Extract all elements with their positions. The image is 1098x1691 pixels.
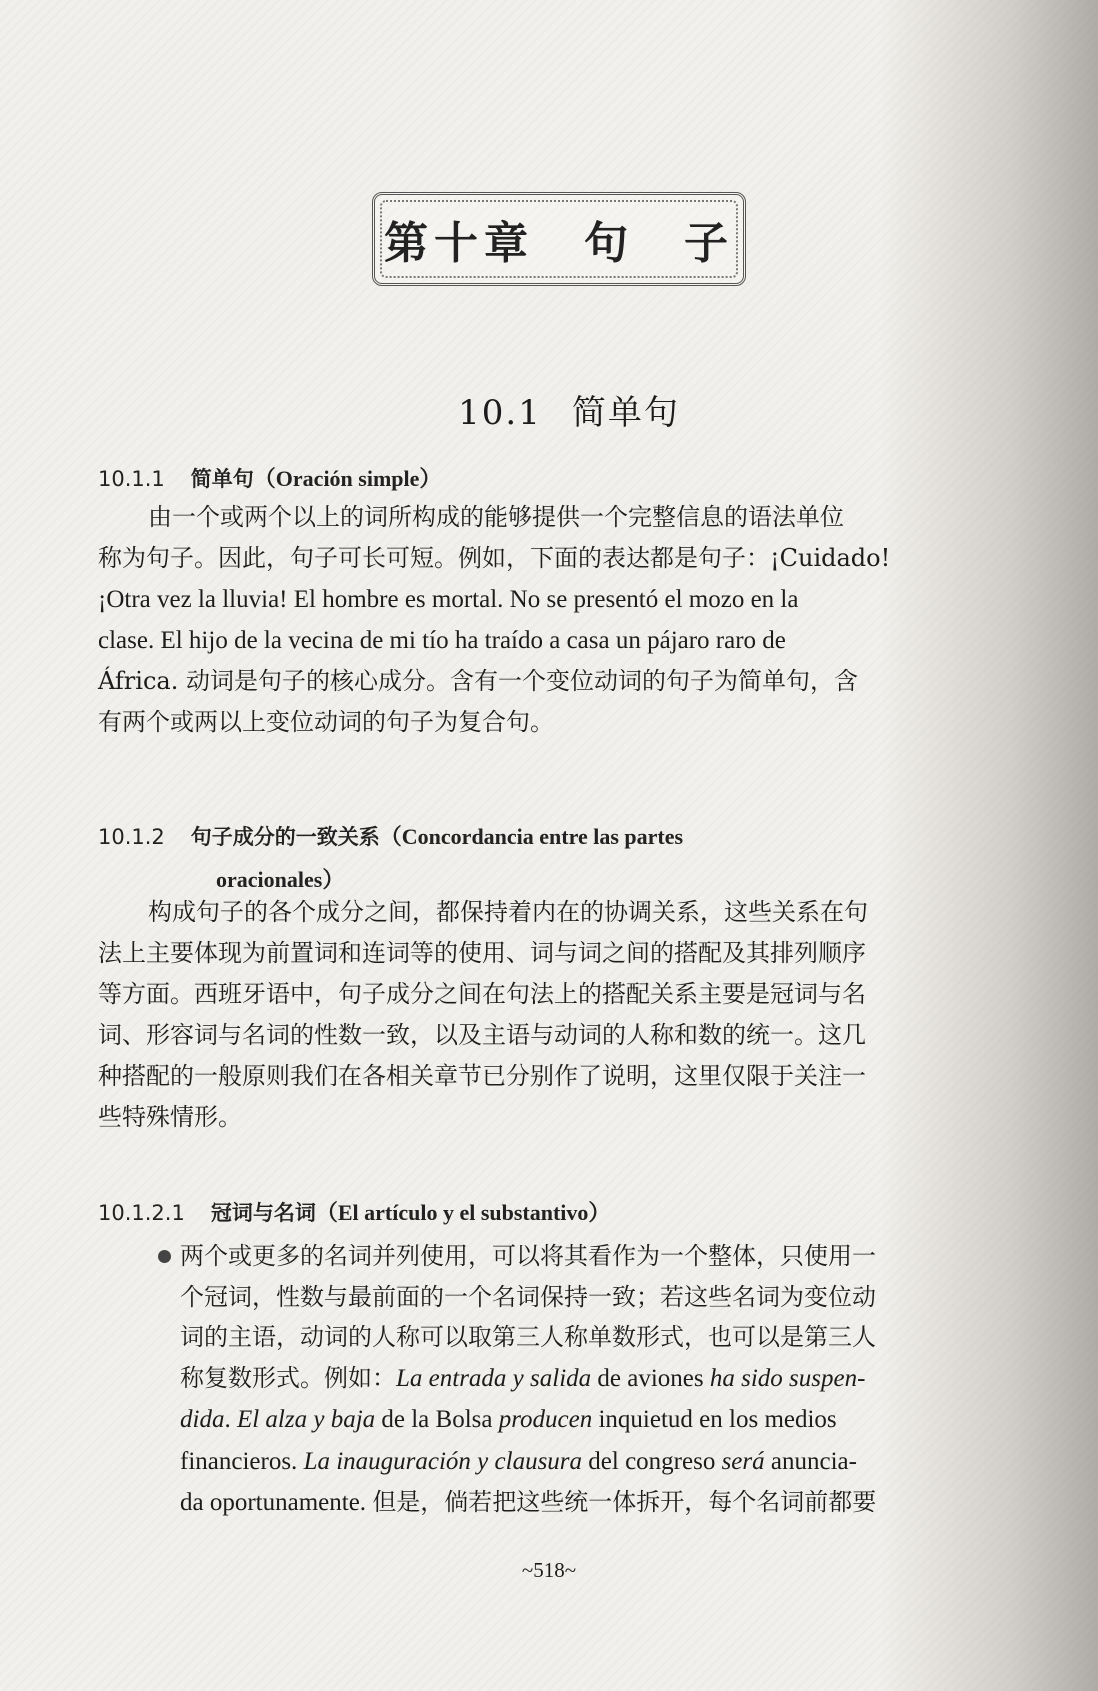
paragraph-line: ¡Otra vez la lluvia! El hombre es mortal. No se presentó el mozo en la [98,586,799,613]
paragraph-line: 法上主要体现为前置词和连词等的使用、词与词之间的搭配及其排列顺序 [98,939,866,967]
bullet-icon [158,1250,171,1263]
text-zh: 称复数形式。例如： [180,1363,396,1392]
example-italic: producen [498,1406,593,1433]
paragraph-line: 由一个或两个以上的词所构成的能够提供一个完整信息的语法单位 [148,503,844,531]
subsection-title-es: （Oración simple） [253,466,442,491]
example-text: del congreso [582,1447,722,1475]
paragraph-line: clase. El hijo de la vecina de mi tío ha traído a casa un pájaro raro de [98,627,786,654]
subsection-title-es: （Concordancia entre las partes [379,824,684,849]
subsection-title-zh: 简单句 [190,467,254,491]
subsection-heading-10-1-2 [98,820,683,894]
chapter-title: 第十章 句 子 [384,218,734,269]
paragraph-line: 词的主语，动词的人称可以取第三人称单数形式，也可以是第三人 [180,1323,876,1351]
example-text: da oportunamente. [180,1489,373,1516]
example-text: inquietud en los medios [592,1406,837,1433]
example-text: de aviones [591,1364,710,1392]
subsection-number: 10.1.2.1 [98,1201,185,1225]
paragraph-line: 种搭配的一般原则我们在各相关章节已分别作了说明，这里仅限于关注一 [98,1062,866,1090]
paragraph-line: África. 动词是句子的核心成分。含有一个变位动词的句子为简单句，含 [98,667,858,695]
page-number: ~518~ [521,1558,577,1582]
paragraph-line: 称为句子。因此，句子可长可短。例如，下面的表达都是句子：¡Cuidado! [98,544,891,572]
paragraph-line: 词、形容词与名词的性数一致，以及主语与动词的人称和数的统一。这几 [98,1021,866,1049]
example-italic: La entrada y salida [396,1364,592,1392]
subsection-title-es-continued: oracionales） [216,867,345,892]
paragraph-10-1-1 [98,497,1028,743]
paragraph-line: 些特殊情形。 [98,1103,242,1131]
subsection-number: 10.1.2 [98,825,165,849]
subsection-number: 10.1.1 [98,467,165,491]
subsection-title-zh: 句子成分的一致关系 [190,825,380,849]
paragraph-line: 构成句子的各个成分之间，都保持着内在的协调关系，这些关系在句 [148,898,868,926]
example-text: . [224,1406,237,1433]
paragraph-line: 两个或更多的名词并列使用，可以将其看作为一个整体，只使用一 [180,1242,876,1270]
subsection-title-es: （El artículo y el substantivo） [315,1200,611,1225]
example-italic: El alza y baja [236,1406,376,1433]
example-italic: La inauguración y clausura [303,1447,583,1475]
example-text: de la Bolsa [375,1406,499,1433]
paragraph-line [180,1441,1030,1483]
bullet-paragraph [180,1236,1030,1524]
example-text: financieros. [180,1447,304,1475]
example-italic: dida [180,1406,225,1433]
paragraph-line: 等方面。西班牙语中，句子成分之间在句法上的搭配关系主要是冠词与名 [98,980,866,1008]
paragraph-line [180,1482,1030,1524]
subsection-heading-10-1-1 [98,462,441,493]
subsection-heading-10-1-2-1 [98,1196,610,1227]
paragraph-line: 个冠词，性数与最前面的一个名词保持一致；若这些名词为变位动 [180,1282,876,1311]
section-number: 10.1 [458,393,542,433]
example-italic: ha sido suspen- [709,1364,866,1392]
example-italic: será [721,1447,765,1475]
paragraph-line [180,1399,1030,1441]
section-heading [0,385,1098,434]
paragraph-line: 有两个或两以上变位动词的句子为复合句。 [98,708,554,736]
paragraph-10-1-2 [98,892,1028,1138]
chapter-heading-frame [372,192,746,286]
text-zh: 但是，倘若把这些统一体拆开，每个名词前都要 [372,1488,877,1516]
paragraph-line [180,1358,1030,1400]
example-text: anuncia- [764,1447,857,1475]
section-title: 简单句 [571,393,680,433]
subsection-title-zh: 冠词与名词 [210,1201,316,1225]
